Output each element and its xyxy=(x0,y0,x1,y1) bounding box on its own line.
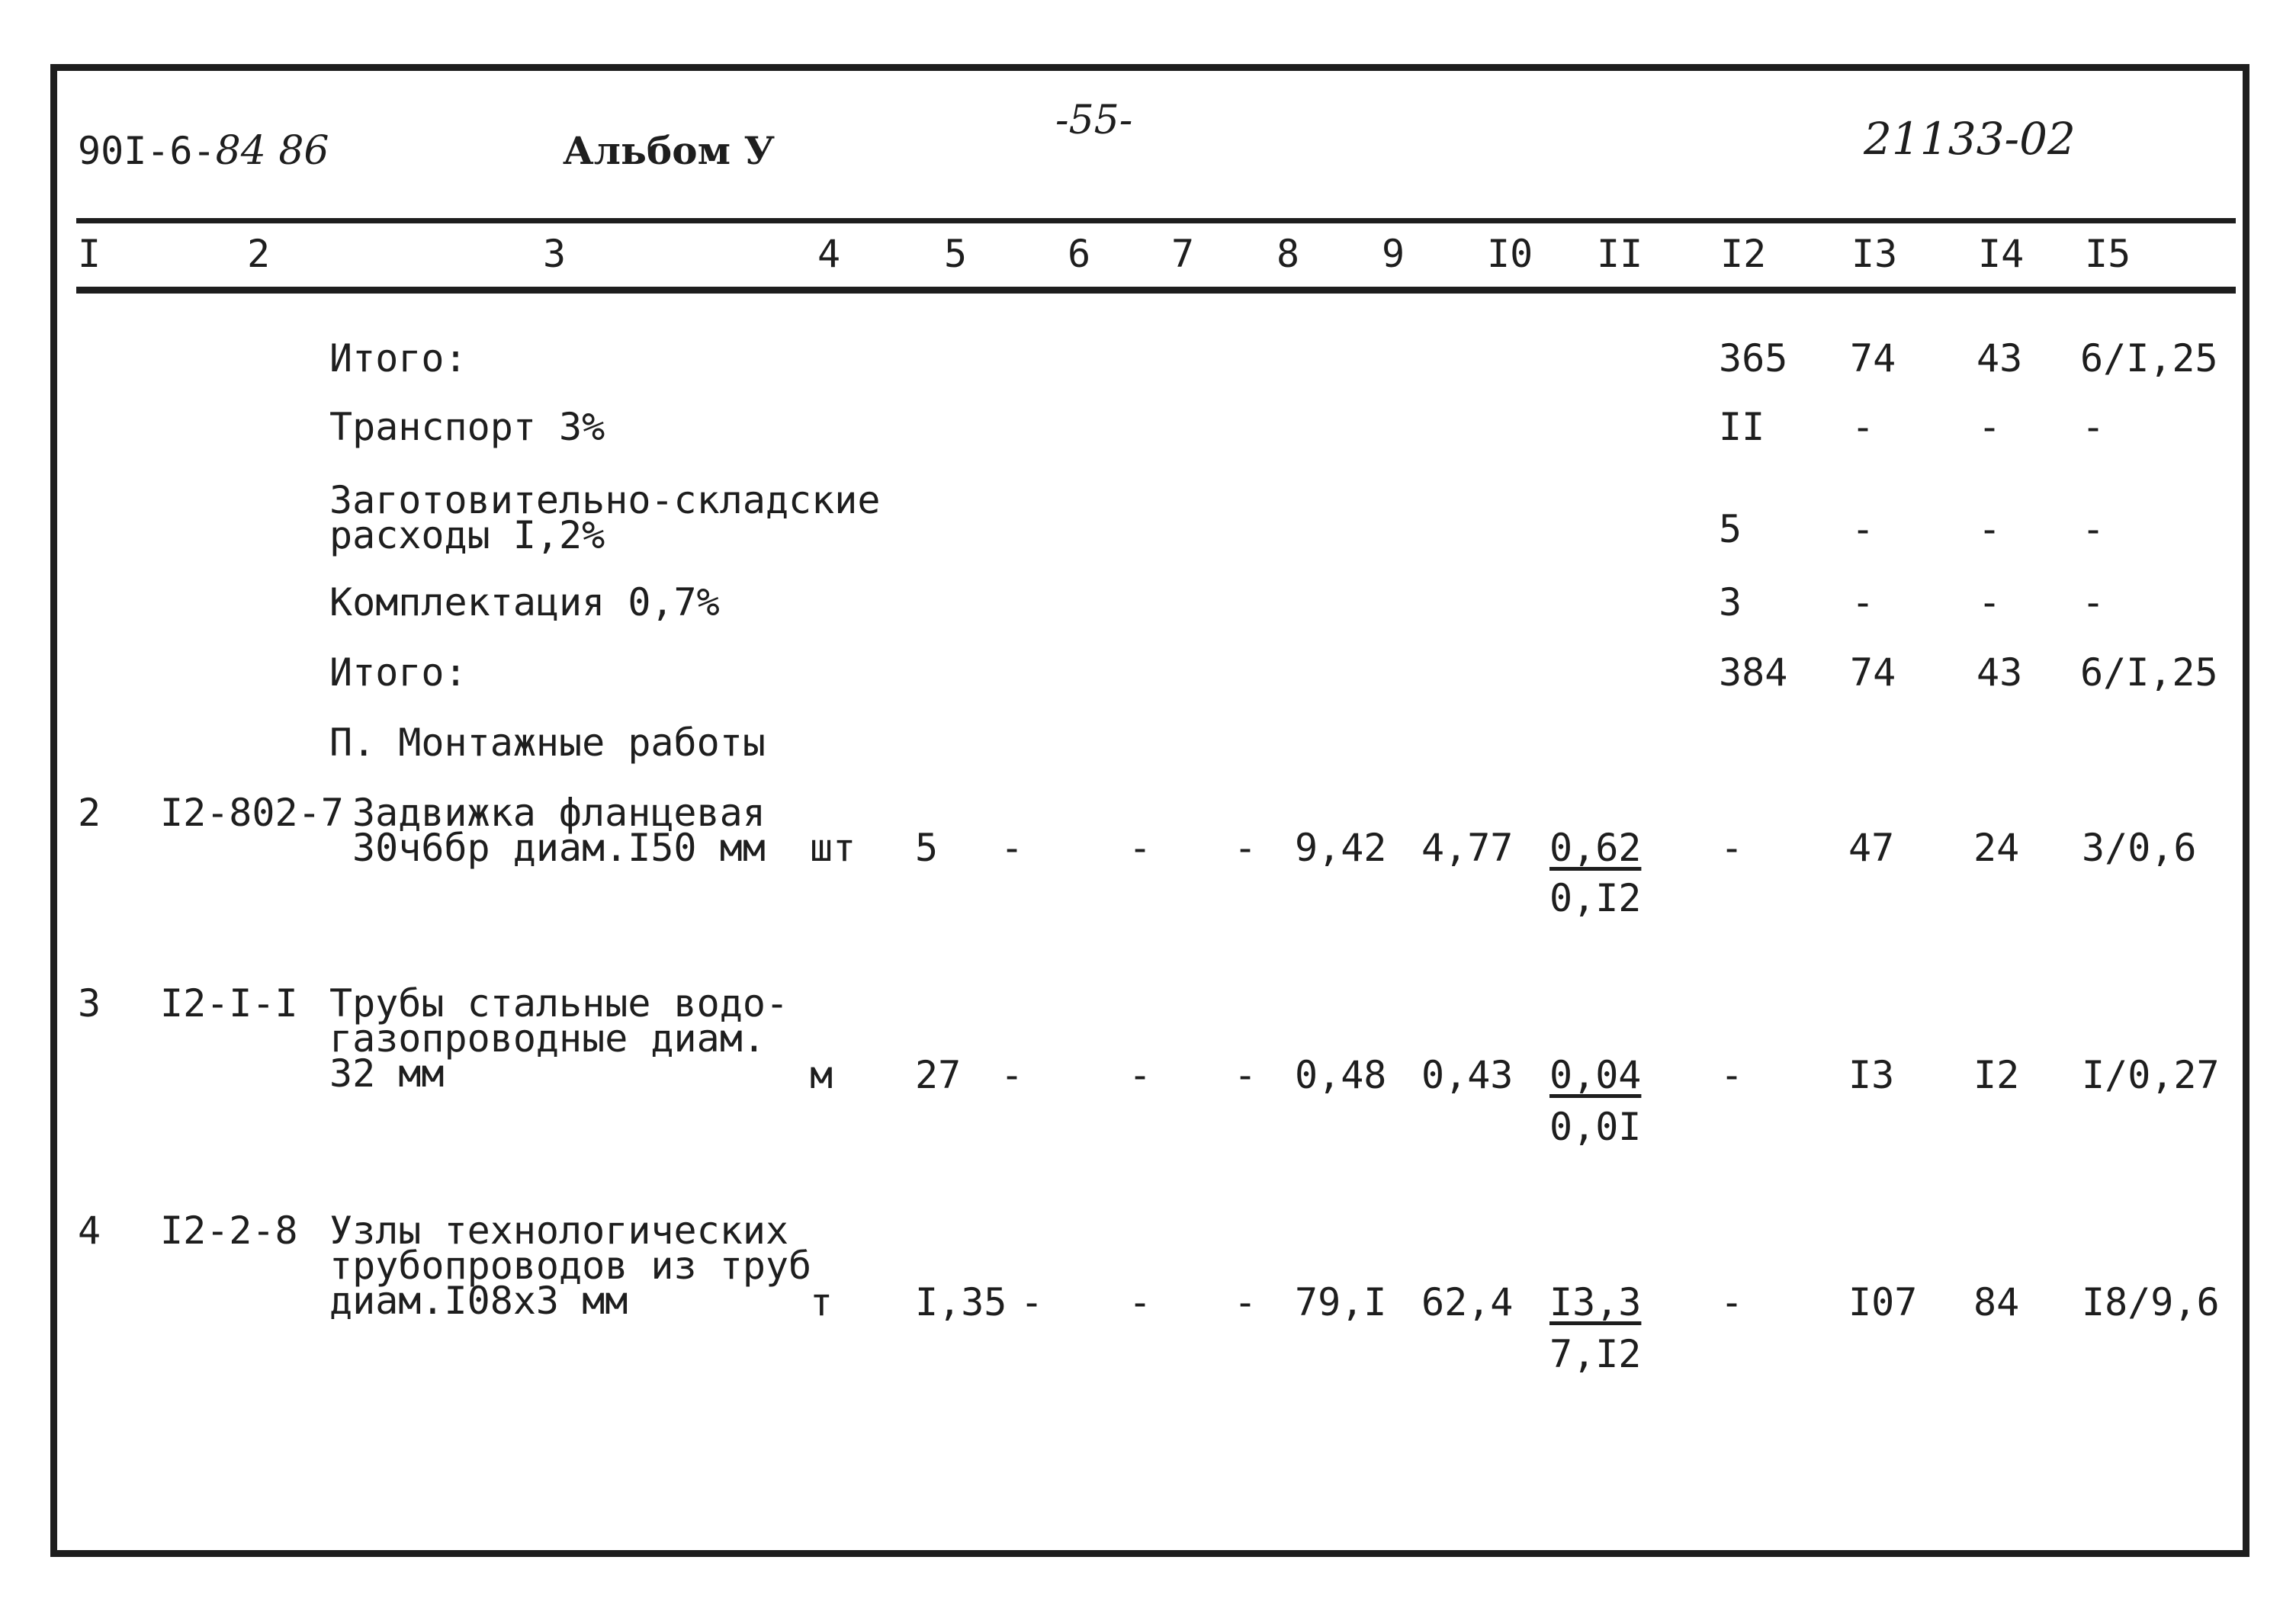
cell-c15: 6/I,25 xyxy=(2080,336,2218,380)
cell-c11-bottom: 0,0I xyxy=(1549,1105,1642,1149)
doc-code-printed: 90I-6- xyxy=(78,129,216,173)
col-header: I3 xyxy=(1851,232,1898,276)
cell-c10: 0,43 xyxy=(1421,1053,1514,1097)
cell-c14: 43 xyxy=(1976,336,2023,380)
cell-c10: 4,77 xyxy=(1421,826,1514,870)
album-title: Альбом У xyxy=(563,128,776,173)
cell-c10: 62,4 xyxy=(1421,1280,1514,1324)
cell-c7: - xyxy=(1129,1280,1152,1324)
cell-c6: - xyxy=(1000,1053,1024,1097)
cell-c14: 43 xyxy=(1976,650,2023,695)
col-header: 3 xyxy=(543,232,567,276)
cell-c8: - xyxy=(1234,826,1257,870)
cell-unit: м xyxy=(810,1053,833,1097)
row-label-line: расходы I,2% xyxy=(329,513,605,557)
cell-c12: II xyxy=(1719,405,1765,449)
cell-c14: - xyxy=(1978,405,2002,449)
cell-c8: - xyxy=(1234,1280,1257,1324)
cell-name-line: Трубы стальные водо- xyxy=(329,981,789,1026)
cell-qty: I,35 xyxy=(915,1280,1007,1324)
cell-c8: - xyxy=(1234,1053,1257,1097)
cell-c13: - xyxy=(1851,507,1875,551)
cell-c15: I/0,27 xyxy=(2082,1053,2220,1097)
cell-c12: 3 xyxy=(1719,580,1742,624)
cell-c11-bottom: 0,I2 xyxy=(1549,876,1642,920)
col-header: 6 xyxy=(1068,232,1091,276)
cell-c14: 24 xyxy=(1973,826,2020,870)
row-label: Итого: xyxy=(329,336,467,380)
cell-c13: 74 xyxy=(1850,650,1896,695)
row-label: Итого: xyxy=(329,650,467,695)
cell-name-line: 32 мм xyxy=(329,1051,445,1096)
cell-c7: - xyxy=(1129,1053,1152,1097)
col-header: 8 xyxy=(1276,232,1300,276)
cell-c15: 3/0,6 xyxy=(2082,826,2197,870)
cell-qty: 27 xyxy=(915,1053,962,1097)
cell-c15: - xyxy=(2082,405,2105,449)
col-header: I0 xyxy=(1487,232,1533,276)
row-label: Комплектация 0,7% xyxy=(329,580,720,624)
cell-c9: 9,42 xyxy=(1295,826,1387,870)
cell-c15: - xyxy=(2082,580,2105,624)
col-header: 9 xyxy=(1382,232,1405,276)
col-header: I2 xyxy=(1720,232,1767,276)
cell-name-line: Узлы технологических xyxy=(329,1209,789,1253)
col-header: 7 xyxy=(1171,232,1195,276)
cell-c9: 79,I xyxy=(1295,1280,1387,1324)
cell-c13: - xyxy=(1851,580,1875,624)
cell-c13: I07 xyxy=(1848,1280,1918,1324)
cell-name-line: 30ч6бр диам.I50 мм xyxy=(352,826,766,870)
cell-c15: - xyxy=(2082,507,2105,551)
cell-c13: I3 xyxy=(1848,1053,1895,1097)
cell-c11-top: 0,04 xyxy=(1549,1053,1642,1097)
cell-c13: - xyxy=(1851,405,1875,449)
stamp-number: 21133-02 xyxy=(1864,113,2076,165)
col-header: I5 xyxy=(2085,232,2131,276)
doc-code xyxy=(78,128,329,174)
page-number: -55- xyxy=(1055,98,1133,143)
row-label: Транспорт 3% xyxy=(329,405,605,449)
cell-c12: 5 xyxy=(1719,507,1742,551)
cell-code: I2-2-8 xyxy=(160,1209,298,1253)
cell-code: I2-802-7 xyxy=(160,791,344,835)
cell-name-line: газопроводные диам. xyxy=(329,1016,766,1061)
cell-c11-top: 0,62 xyxy=(1549,826,1642,870)
cell-no: 4 xyxy=(78,1209,101,1253)
col-header: 2 xyxy=(247,232,271,276)
cell-c13: 47 xyxy=(1848,826,1895,870)
cell-c9: 0,48 xyxy=(1295,1053,1387,1097)
cell-c7: - xyxy=(1129,826,1152,870)
cell-c14: - xyxy=(1978,507,2002,551)
cell-c15: I8/9,6 xyxy=(2082,1280,2220,1324)
cell-c12: 365 xyxy=(1719,336,1788,380)
cell-c15: 6/I,25 xyxy=(2080,650,2218,695)
cell-c11-bottom: 7,I2 xyxy=(1549,1332,1642,1376)
row-label-line: Заготовительно-складские xyxy=(329,478,881,522)
header-bottom-rule xyxy=(76,287,2236,294)
cell-name-line: трубопроводов из труб xyxy=(329,1244,812,1288)
col-header: I xyxy=(78,232,101,276)
cell-no: 3 xyxy=(78,981,101,1026)
cell-c12: - xyxy=(1720,1053,1744,1097)
cell-c6: - xyxy=(1020,1280,1044,1324)
cell-c12: 384 xyxy=(1719,650,1788,695)
cell-c14: I2 xyxy=(1973,1053,2020,1097)
cell-name-line: диам.I08х3 мм xyxy=(329,1279,628,1323)
cell-c14: - xyxy=(1978,580,2002,624)
cell-unit: т xyxy=(810,1280,833,1324)
col-header: I4 xyxy=(1978,232,2025,276)
cell-c14: 84 xyxy=(1973,1280,2020,1324)
cell-c6: - xyxy=(1000,826,1024,870)
col-header: 5 xyxy=(944,232,968,276)
cell-c12: - xyxy=(1720,826,1744,870)
col-header: II xyxy=(1597,232,1643,276)
cell-c12: - xyxy=(1720,1280,1744,1324)
cell-c13: 74 xyxy=(1850,336,1896,380)
cell-code: I2-I-I xyxy=(160,981,298,1026)
cell-unit: шт xyxy=(810,826,856,870)
cell-c11-top: I3,3 xyxy=(1549,1280,1642,1324)
doc-code-handwritten: 84 86 xyxy=(215,128,329,174)
cell-no: 2 xyxy=(78,791,101,835)
cell-name-line: Задвижка фланцевая xyxy=(352,791,766,835)
cell-qty: 5 xyxy=(915,826,939,870)
col-header: 4 xyxy=(817,232,841,276)
header-top-rule xyxy=(76,218,2236,223)
section-title: П. Монтажные работы xyxy=(329,721,766,765)
